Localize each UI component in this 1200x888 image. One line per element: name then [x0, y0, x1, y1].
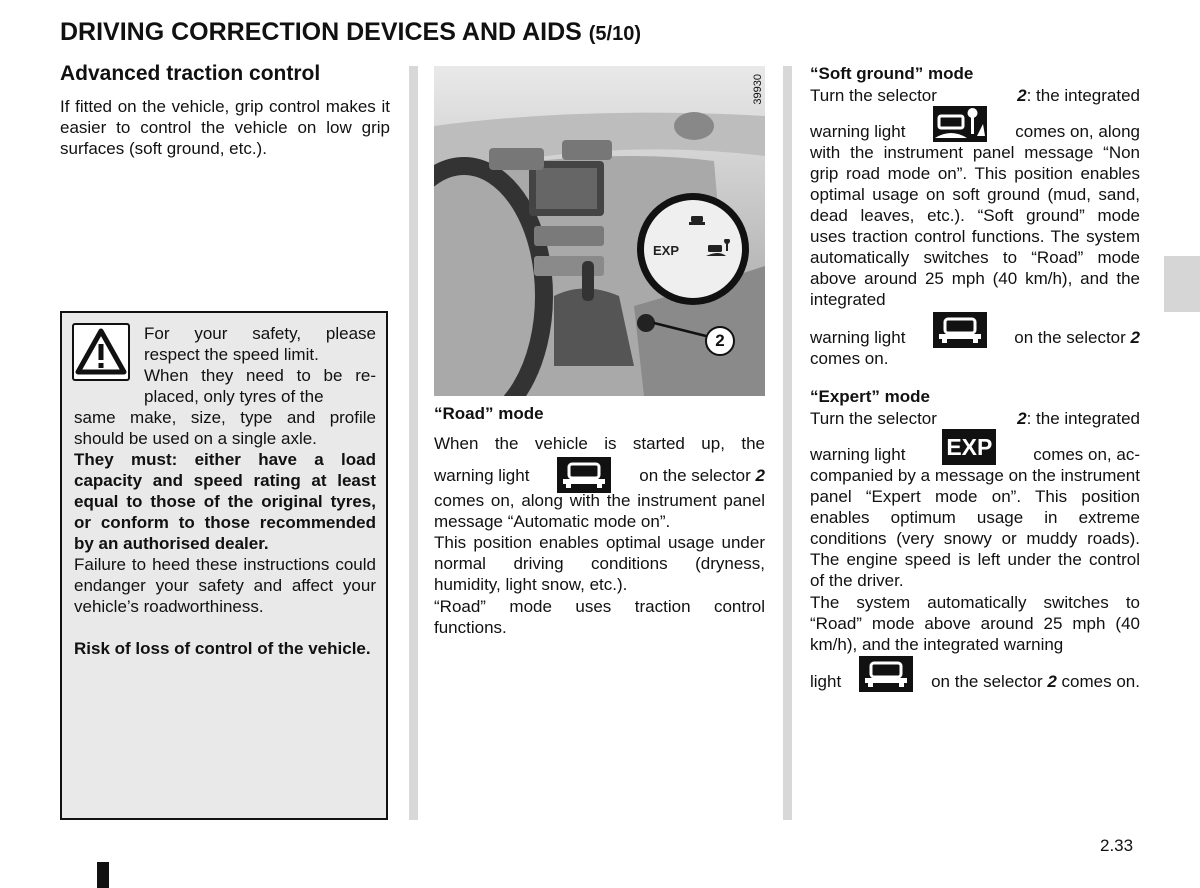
expert-mode-warning-icon: EXP [942, 429, 996, 465]
warning-triangle-icon [72, 323, 130, 381]
exp-text-1: Turn the selector 2: the integrated [810, 409, 1140, 428]
road-text-3: “Road” mode uses traction control functions. [434, 597, 765, 637]
page-number: 2.33 [1100, 836, 1134, 855]
road-mode-title: “Road” mode [434, 404, 544, 423]
exp-text-3: companied by a message on the instrument panel “Expert mode on”. This position enables optimum usage in extreme conditions (very snowy or muddy roads). The engine speed is left under the control of the driver. [810, 466, 1140, 590]
soft-ground-warning-icon [933, 106, 987, 142]
road-mode-warning-icon-2 [933, 312, 987, 348]
road-mode-warning-icon-3 [859, 656, 913, 692]
page-part: (5/10) [588, 23, 642, 45]
column-divider-2 [783, 66, 792, 820]
selector-zoom-circle [637, 193, 749, 305]
exp-text-2: warning light EXP comes on, ac- [810, 429, 1140, 465]
intro-text: If fitted on the vehicle, grip control makes it easier to control the vehicle on low grip surfaces (soft ground, etc.). [60, 97, 390, 158]
soft-ground-mode-icon [706, 239, 732, 259]
column-divider-1 [409, 66, 418, 820]
road-text-1a: When the vehicle is started up, the [434, 434, 765, 453]
road-mode-warning-icon [557, 457, 611, 493]
safety-warning-box [60, 311, 388, 820]
warning-text-2a: When they need to be re-placed, only tyres of the [144, 366, 376, 406]
chapter-tab [1164, 256, 1200, 312]
soft-text-5: comes on. [810, 349, 889, 368]
warning-light-label: warning light [434, 465, 530, 485]
expert-mode-title: “Expert” mode [810, 387, 930, 406]
selector-exp-label: EXP [653, 243, 680, 258]
warning-text-5: Risk of loss of control of the vehicle. [74, 639, 371, 658]
road-text-1e: comes on, along with the instrument panel message “Automatic mode on”. [434, 491, 765, 531]
road-mode-icon [688, 213, 706, 227]
crop-mark [97, 862, 109, 888]
section-title: Advanced traction control [60, 62, 321, 85]
soft-ground-title: “Soft ground” mode [810, 64, 974, 83]
soft-text-3: with the instrument panel message “Non grip road mode on”. This position enables optimal usage on soft ground (mud, sand, dead leaves, etc.). “Soft ground” mode uses traction control functions. The system automatically switches to “Road” mode above around 25 mph (40 km/h), and the integrated [810, 143, 1140, 309]
figure-reference: 39930 [752, 74, 764, 105]
callout-number: 2 [705, 326, 735, 356]
soft-text-4: warning light on the selector 2 [810, 312, 1140, 348]
soft-text-1: Turn the selector 2: the integrated [810, 86, 1140, 105]
page-title: DRIVING CORRECTION DEVICES AND AIDS (5/10) [60, 18, 642, 46]
warning-text-3: They must: either have a load capacity and speed rating at least equal to those of the original tyres, or conform to those recommended by an authorised dealer. [74, 450, 376, 553]
warning-text-1: For your safety, please respect the speed limit. [144, 324, 376, 364]
exp-text-5: light on the selector 2 comes on. [810, 656, 1140, 692]
warning-text-2b: same make, size, type and profile should be used on a single axle. [74, 408, 376, 448]
exp-text-4: The system automatically switches to “Road” mode above around 25 mph (40 km/h), and the integrated warning [810, 593, 1140, 654]
selector-text: on the selector [639, 465, 751, 485]
road-text-1b [434, 457, 765, 493]
soft-text-2: warning light comes on, along [810, 106, 1140, 142]
selector-number: 2 [755, 465, 765, 485]
dashboard-illustration [434, 66, 765, 396]
warning-text-4: Failure to heed these instructions could endanger your safety and affect your vehicle’s roadworthiness. [74, 555, 376, 616]
road-text-2: This position enables optimal usage under normal driving conditions (dryness, humidity, light snow, etc.). [434, 533, 765, 594]
